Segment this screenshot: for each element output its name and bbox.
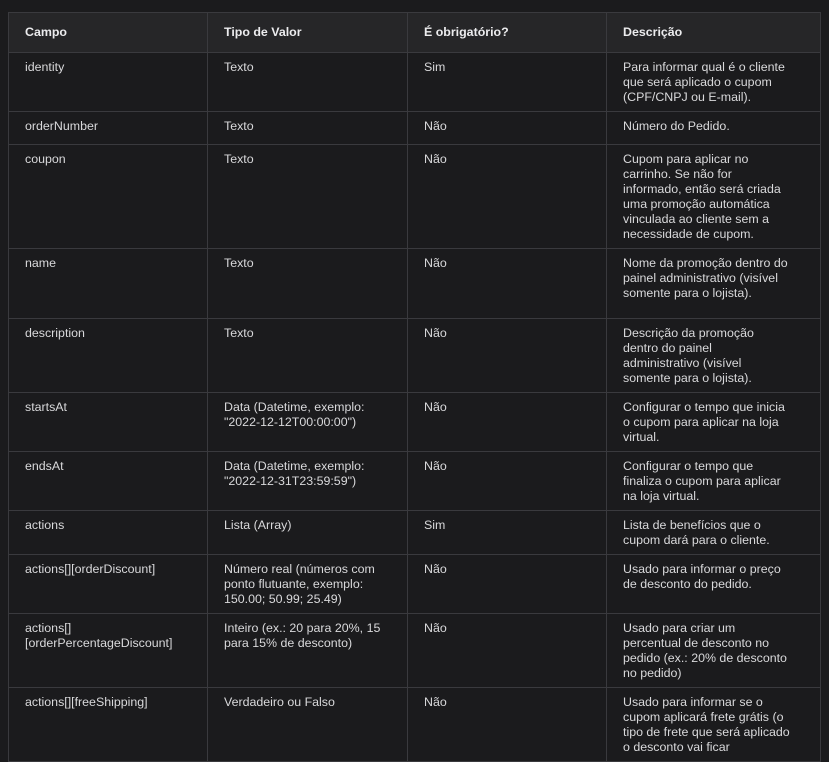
cell-type: Data (Datetime, exemplo: "2022-12-12T00:00:00") [208, 393, 408, 452]
table-row [9, 112, 821, 145]
cell-required: Não [408, 112, 607, 145]
table-row [9, 249, 821, 319]
cell-description: Número do Pedido. [607, 112, 821, 145]
cell-description: Lista de benefícios que o cupom dará para o cliente. [607, 511, 821, 555]
table-header-row [9, 13, 821, 53]
cell-required: Não [408, 452, 607, 511]
fields-table-container [8, 12, 820, 754]
cell-type: Texto [208, 249, 408, 319]
cell-required: Não [408, 393, 607, 452]
table-row [9, 393, 821, 452]
cell-field: actions[][freeShipping] [9, 688, 208, 762]
cell-description: Nome da promoção dentro do painel administrativo (visível somente para o lojista). [607, 249, 821, 319]
fields-table [8, 12, 821, 762]
cell-description: Cupom para aplicar no carrinho. Se não for informado, então será criada uma promoção automática vinculada ao cliente sem a necessidade de cupom. [607, 145, 821, 249]
cell-type: Texto [208, 319, 408, 393]
cell-type: Data (Datetime, exemplo: "2022-12-31T23:59:59") [208, 452, 408, 511]
cell-description: Descrição da promoção dentro do painel administrativo (visível somente para o lojista). [607, 319, 821, 393]
table-row [9, 555, 821, 614]
cell-field: name [9, 249, 208, 319]
table-row [9, 614, 821, 688]
cell-description: Usado para informar se o cupom aplicará frete grátis (o tipo de frete que será aplicado o desconto vai ficar [607, 688, 821, 762]
cell-required: Não [408, 688, 607, 762]
cell-description: Configurar o tempo que inicia o cupom para aplicar na loja virtual. [607, 393, 821, 452]
cell-type: Número real (números com ponto flutuante, exemplo: 150.00; 50.99; 25.49) [208, 555, 408, 614]
cell-type: Inteiro (ex.: 20 para 20%, 15 para 15% de desconto) [208, 614, 408, 688]
cell-required: Não [408, 319, 607, 393]
cell-required: Não [408, 145, 607, 249]
table-row [9, 511, 821, 555]
cell-type: Lista (Array) [208, 511, 408, 555]
cell-description: Configurar o tempo que finaliza o cupom para aplicar na loja virtual. [607, 452, 821, 511]
cell-field: description [9, 319, 208, 393]
header-type: Tipo de Valor [208, 13, 408, 53]
cell-required: Sim [408, 53, 607, 112]
cell-required: Não [408, 555, 607, 614]
cell-field: endsAt [9, 452, 208, 511]
cell-field: actions[][orderPercentageDiscount] [9, 614, 208, 688]
table-row [9, 688, 821, 762]
cell-type: Texto [208, 53, 408, 112]
cell-required: Não [408, 249, 607, 319]
header-field: Campo [9, 13, 208, 53]
header-description: Descrição [607, 13, 821, 53]
cell-field: actions[][orderDiscount] [9, 555, 208, 614]
cell-description: Usado para criar um percentual de desconto no pedido (ex.: 20% de desconto no pedido) [607, 614, 821, 688]
cell-required: Não [408, 614, 607, 688]
cell-type: Texto [208, 112, 408, 145]
table-row [9, 452, 821, 511]
cell-type: Texto [208, 145, 408, 249]
cell-description: Para informar qual é o cliente que será aplicado o cupom (CPF/CNPJ ou E-mail). [607, 53, 821, 112]
cell-field: orderNumber [9, 112, 208, 145]
cell-field: actions [9, 511, 208, 555]
cell-description: Usado para informar o preço de desconto do pedido. [607, 555, 821, 614]
cell-required: Sim [408, 511, 607, 555]
header-required: É obrigatório? [408, 13, 607, 53]
cell-field: startsAt [9, 393, 208, 452]
cell-type: Verdadeiro ou Falso [208, 688, 408, 762]
cell-field: identity [9, 53, 208, 112]
table-row [9, 319, 821, 393]
table-row [9, 53, 821, 112]
table-row [9, 145, 821, 249]
cell-field: coupon [9, 145, 208, 249]
